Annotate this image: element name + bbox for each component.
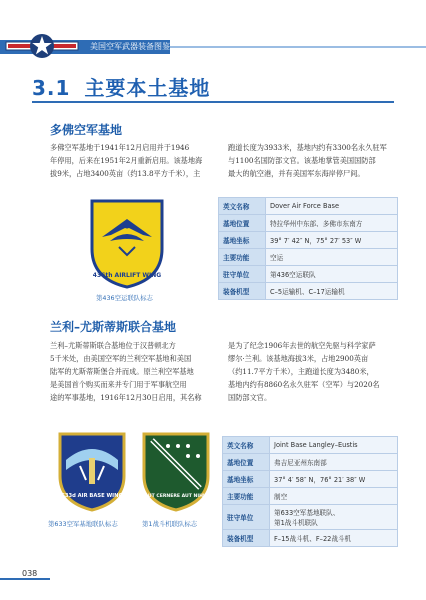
emblem-lettering: AUT CERNERE AUT NIHIL — [144, 494, 208, 499]
436th-airlift-wing-emblem — [86, 197, 168, 289]
text-line: 拔9米，占地3400英亩（约13.8平方千米），主 — [50, 169, 201, 178]
text-line: （约11.7平方千米），主跑道长度为3480米， — [228, 367, 374, 376]
table-row — [223, 505, 398, 530]
table-key: 英文名称 — [223, 437, 270, 454]
table-row — [219, 215, 398, 232]
table-value: Dover Air Force Base — [266, 198, 398, 215]
table-value: C–5运输机、C–17运输机 — [266, 283, 398, 300]
table-row — [219, 283, 398, 300]
table-key: 基地位置 — [219, 215, 266, 232]
table-row — [223, 530, 398, 547]
header-title: 美国空军武器装备图鉴 — [90, 42, 170, 51]
dover-badge-caption: 第436空运联队标志 — [96, 294, 153, 302]
dover-info-table — [218, 197, 398, 300]
text-line: 缪尔·兰利。该基地海拔3米，占地2900英亩 — [228, 354, 369, 363]
table-value: 37° 4′ 58″ N，76° 21′ 38″ W — [270, 471, 398, 488]
langley-paragraph-left — [50, 339, 216, 404]
table-value: 弗吉尼亚州东南部 — [270, 454, 398, 471]
table-key: 装备机型 — [219, 283, 266, 300]
text-line: 年停用，后来在1951年2月重新启用。该基地海 — [50, 156, 203, 165]
table-key: 驻守单位 — [219, 266, 266, 283]
table-key: 装备机型 — [223, 530, 270, 547]
table-value: 第633空军基地联队、 第1战斗机联队 — [270, 505, 398, 530]
text-line: 陆军的尤斯蒂斯堡合并而成。原兰利空军基地 — [50, 367, 194, 376]
header-thin-line — [170, 46, 426, 48]
text-line: 兰利–尤斯蒂斯联合基地位于汉普顿北方 — [50, 341, 176, 350]
chapter-heading — [32, 72, 210, 101]
text-line: 跑道长度为3933米，基地内约有3300名永久驻军 — [228, 143, 387, 152]
emblem-lettering: 633d AIR BASE WING — [61, 493, 123, 499]
langley-badge2-caption: 第1战斗机联队标志 — [142, 520, 198, 528]
table-key: 英文名称 — [219, 198, 266, 215]
table-row — [223, 471, 398, 488]
table-value: 第436空运联队 — [266, 266, 398, 283]
table-row — [219, 266, 398, 283]
1st-fighter-wing-emblem — [140, 430, 212, 512]
dover-section-title: 多佛空军基地 — [50, 123, 123, 137]
langley-section-title: 兰利–尤斯蒂斯联合基地 — [50, 320, 177, 334]
chapter-number: 3.1 — [32, 76, 71, 100]
table-value: 特拉华州中东部、多佛市东南方 — [266, 215, 398, 232]
langley-info-table — [222, 436, 398, 547]
chapter-underline — [32, 101, 394, 103]
langley-paragraph-right — [228, 339, 400, 404]
table-row — [219, 232, 398, 249]
text-line: 是为了纪念1906年去世的航空先驱与科学家萨 — [228, 341, 376, 350]
text-line: 与1100名国防部文官。该基地掌管美国国防部 — [228, 156, 376, 165]
text-line: 最大的航空港，并有美国军东海岸停尸间。 — [228, 169, 365, 178]
text-line: 途的军事基地，1916年12月30日启用，其名称 — [50, 393, 202, 402]
table-key: 基地坐标 — [219, 232, 266, 249]
table-row — [219, 249, 398, 266]
text-line: 是美国首个购买而来并专门用于军事航空用 — [50, 380, 187, 389]
table-key: 主要功能 — [219, 249, 266, 266]
table-value: 制空 — [270, 488, 398, 505]
table-key: 基地坐标 — [223, 471, 270, 488]
table-value: Joint Base Langley–Eustis — [270, 437, 398, 454]
text-line: 国防部文官。 — [228, 393, 272, 402]
dover-paragraph-left — [50, 141, 216, 180]
table-value: 39° 7′ 42″ N，75° 27′ 53″ W — [266, 232, 398, 249]
table-key: 主要功能 — [223, 488, 270, 505]
table-row — [223, 454, 398, 471]
page-number: 038 — [22, 569, 38, 578]
table-row — [219, 198, 398, 215]
usaf-roundel-icon — [2, 33, 82, 59]
table-value: 空运 — [266, 249, 398, 266]
emblem-lettering: 436th AIRLIFT WING — [92, 272, 162, 279]
text-line: 5千米处，由美国空军的兰利空军基地和美国 — [50, 354, 192, 363]
633d-air-base-wing-emblem — [56, 430, 128, 512]
page-number-underline — [0, 578, 50, 580]
langley-badge1-caption: 第633空军基地联队标志 — [48, 520, 118, 528]
text-line: 多佛空军基地于1941年12月启用并于1946 — [50, 143, 190, 152]
table-key: 基地位置 — [223, 454, 270, 471]
table-key: 驻守单位 — [223, 505, 270, 530]
table-value: F–15战斗机、F–22战斗机 — [270, 530, 398, 547]
text-line: 基地内约有8860名永久驻军（空军）与2020名 — [228, 380, 380, 389]
table-row — [223, 488, 398, 505]
dover-paragraph-right — [228, 141, 400, 180]
table-row — [223, 437, 398, 454]
chapter-title: 主要本土基地 — [84, 76, 211, 100]
